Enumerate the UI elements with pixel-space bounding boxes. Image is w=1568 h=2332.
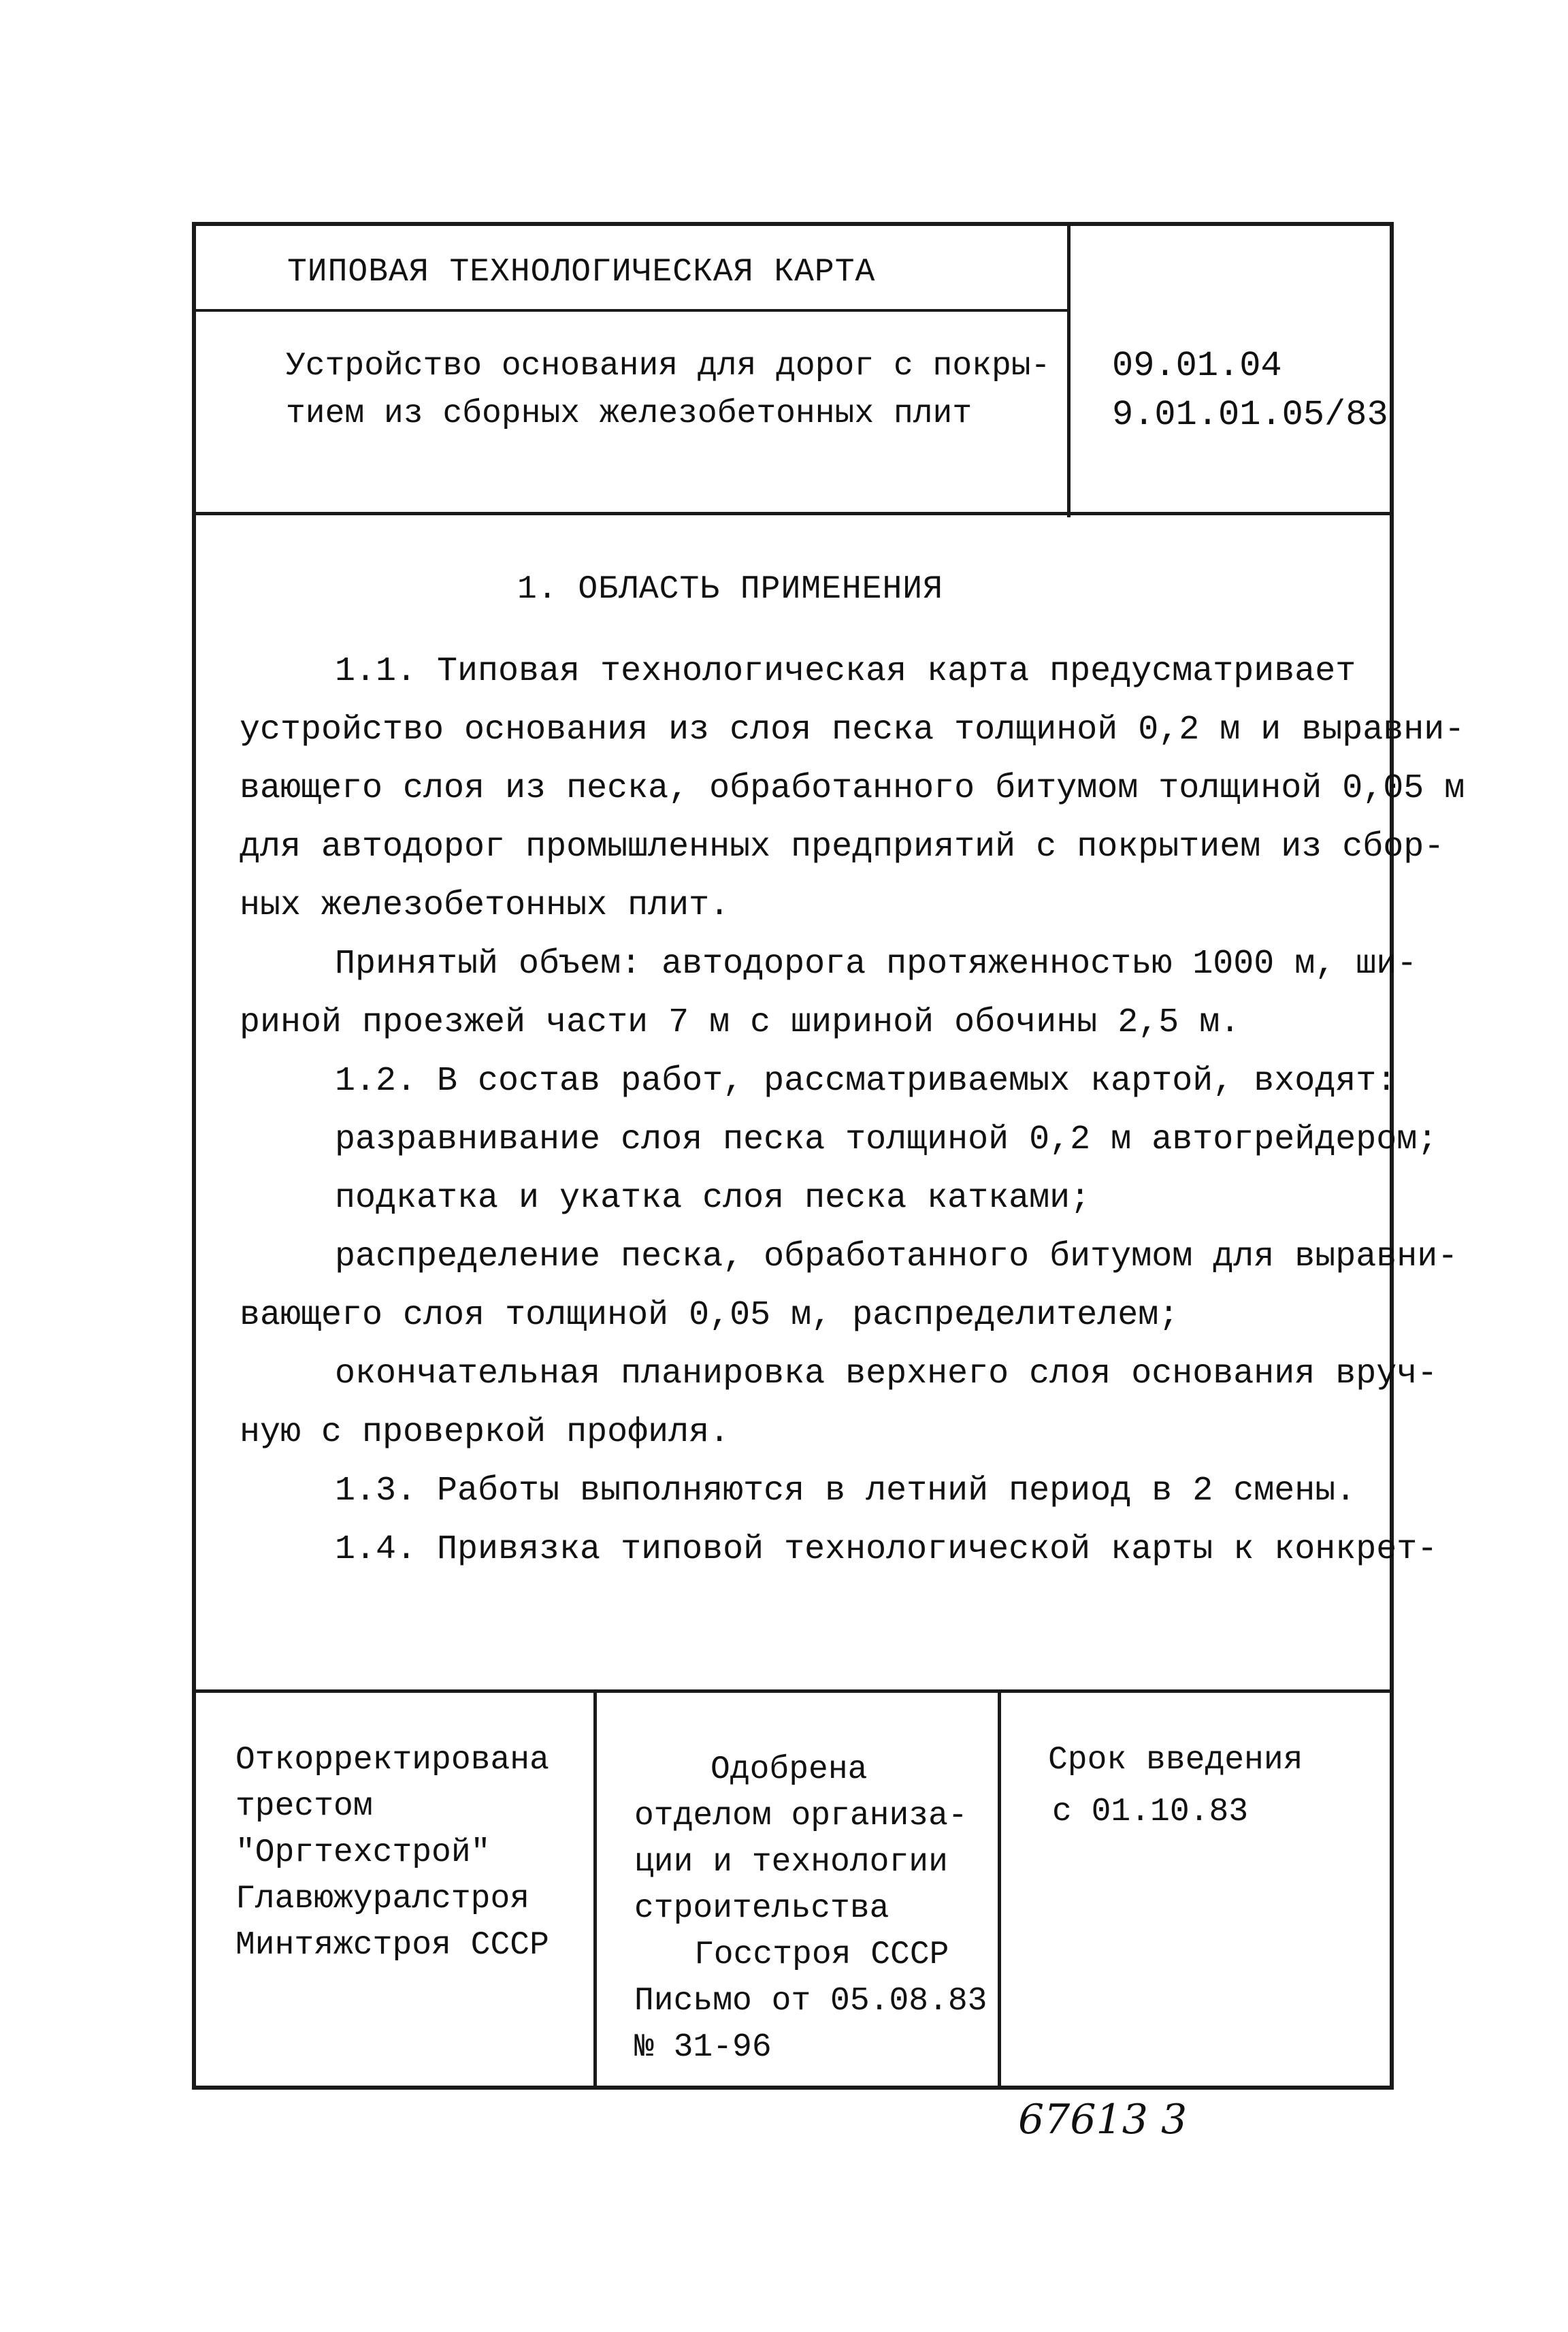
- footer-intro-line: Срок введения: [1048, 1742, 1303, 1779]
- footer-corrected-line: Откорректирована: [235, 1742, 549, 1779]
- footer-approved-line: Письмо от 05.08.83: [634, 1983, 987, 2020]
- footer-intro-line: с 01.10.83: [1052, 1794, 1249, 1830]
- body-line: подкатка и укатка слоя песка катками;: [335, 1179, 1091, 1218]
- footer-corrected-line: трестом: [235, 1788, 373, 1825]
- subtitle-line-1: Устройство основания для дорог с покры-: [286, 348, 1051, 385]
- section-heading: 1. ОБЛАСТЬ ПРИМЕНЕНИЯ: [517, 571, 943, 608]
- page-number: 67613 3: [1018, 2096, 1188, 2143]
- body-line: вающего слоя толщиной 0,05 м, распределителем;: [240, 1296, 1179, 1335]
- footer-divider-1: [593, 1689, 597, 2090]
- body-line: Принятый объем: автодорога протяженностью 1000 м, ши-: [335, 945, 1418, 984]
- footer-approved-line: отделом организа-: [634, 1798, 968, 1834]
- header-bottom-divider: [192, 512, 1394, 515]
- footer-approved-line: строительства: [634, 1890, 889, 1927]
- body-line: для автодорог промышленных предприятий с покрытием из сбор-: [240, 828, 1445, 867]
- title-divider: [192, 309, 1070, 312]
- footer-top-divider: [192, 1689, 1394, 1693]
- subtitle-line-2: тием из сборных железобетонных плит: [286, 395, 973, 432]
- body-line: 1.3. Работы выполняются в летний период в 2 смены.: [335, 1472, 1356, 1510]
- body-line: разравнивание слоя песка толщиной 0,2 м автогрейдером;: [335, 1120, 1438, 1159]
- body-line: ных железобетонных плит.: [240, 886, 730, 925]
- body-line: устройство основания из слоя песка толщиной 0,2 м и выравни-: [240, 711, 1465, 749]
- footer-corrected-line: Минтяжстроя СССР: [235, 1927, 549, 1964]
- footer-approved-line: Госстроя СССР: [694, 1937, 949, 1973]
- footer-divider-2: [998, 1689, 1001, 2090]
- code-column-divider: [1067, 222, 1071, 517]
- body-line: распределение песка, обработанного битумом для выравни-: [335, 1237, 1458, 1276]
- footer-corrected-line: "Оргтехстрой": [235, 1834, 491, 1871]
- body-line: окончательная планировка верхнего слоя основания вруч-: [335, 1355, 1438, 1393]
- body-line: 1.4. Привязка типовой технологической карты к конкрет-: [335, 1530, 1438, 1569]
- body-line: риной проезжей части 7 м с шириной обочины 2,5 м.: [240, 1003, 1241, 1042]
- document-code-1: 09.01.04: [1112, 346, 1282, 386]
- footer-corrected-line: Главюжуралстроя: [235, 1881, 530, 1917]
- body-line: 1.1. Типовая технологическая карта предусматривает: [335, 652, 1356, 691]
- footer-approved-line: ции и технологии: [634, 1844, 948, 1881]
- body-line: 1.2. В состав работ, рассматриваемых картой, входят:: [335, 1062, 1397, 1101]
- header-title: ТИПОВАЯ ТЕХНОЛОГИЧЕСКАЯ КАРТА: [287, 254, 876, 291]
- footer-approved-line: № 31-96: [634, 2029, 772, 2066]
- document-code-2: 9.01.01.05/83: [1112, 395, 1388, 435]
- body-line: вающего слоя из песка, обработанного битумом толщиной 0,05 м: [240, 769, 1465, 808]
- body-line: ную с проверкой профиля.: [240, 1413, 730, 1452]
- footer-approved-line: Одобрена: [710, 1751, 868, 1788]
